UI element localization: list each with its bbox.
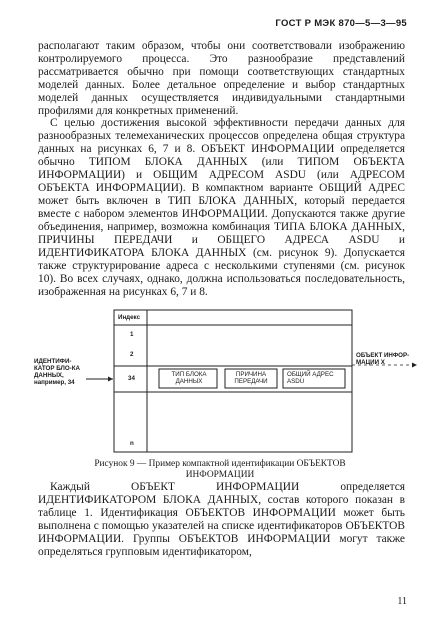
address-cell-label: ОБЩИЙ АДРЕС ASDU [287, 371, 334, 385]
index-header: Индекс [118, 314, 141, 321]
paragraph-3: Каждый ОБЪЕКТ ИНФОРМАЦИИ определяется ИДЕНТИФИКАТОРОМ БЛОКА ДАННЫХ, состав которого показан в таблице 1. Идентификация ОБЪЕКТОВ ИНФОРМАЦИИ может быть выполнена с помощью указателей на списке идентификаторов ОБЪЕКТОВ ИНФОРМАЦИИ. Группы ОБЪЕКТОВ ИНФОРМАЦИИ могут также определяться групповым идентификатором, [38, 481, 405, 558]
right-side-label: ОБЪЕКТ ИНФОР-МАЦИИ Х [356, 352, 410, 366]
row-label-2: 2 [130, 351, 134, 358]
page-header: ГОСТ Р МЭК 870—5—3—95 [275, 18, 407, 29]
page-number: 11 [397, 596, 407, 607]
paragraph-1: располагают таким образом, чтобы они соответствовали изображению контролируемого процесса. Это разнообразие представлений рассматривается обычно при помощи соответствующих стандартных моделей данных. Более детальное определение и выбор стандартных моделей данных осуществляется индивидуальными стандартными профилями для конкретных применений. [38, 40, 405, 117]
paragraph-2: С целью достижения высокой эффективности передачи данных для разнообразных телемеханических процессов определена общая структура данных на рисунках 6, 7 и 8. ОБЪЕКТ ИНФОРМАЦИИ определяется обычно ТИПОМ БЛОКА ДАННЫХ (или ТИПОМ ОБЪЕКТА ИНФОРМАЦИИ) и ОБЩИМ АДРЕСОМ ASDU (или АДРЕСОМ ОБЪЕКТА ИНФОРМАЦИИ). В компактном варианте ОБЩИЙ АДРЕС может быть включен в ТИП БЛОКА ДАННЫХ, который передается вместе с набором элементов ИНФОРМАЦИИ. Допускаются также другие объединения, например, возможна комбинация ТИПА БЛОКА ДАННЫХ, ПРИЧИНЫ ПЕРЕДАЧИ и ОБЩЕГО АДРЕСА ASDU и ИДЕНТИФИКАТОРА БЛОКА ДАННЫХ (см. рисунок 9). Допускается также структурирование адреса с несколькими ступенями (см. рисунок 10). Во всех случаях, однако, должна использоваться последовательность, изображенная на рисунках 6, 7 и 8. [38, 117, 405, 298]
cause-cell-label: ПРИЧИНА ПЕРЕДАЧИ [234, 371, 268, 385]
row-label-34: 34 [128, 375, 135, 382]
left-arrow-head [108, 377, 113, 382]
type-cell-label: ТИП БЛОКА ДАННЫХ [171, 371, 207, 385]
figure-caption: Рисунок 9 — Пример компактной идентификации ОБЪЕКТОВ ИНФОРМАЦИИ [94, 459, 346, 480]
row-label-1: 1 [130, 331, 134, 338]
left-side-label: ИДЕНТИФИ-КАТОР БЛО-КА ДАННЫХ, например, 34 [34, 358, 80, 386]
row-label-n: n [130, 440, 134, 447]
